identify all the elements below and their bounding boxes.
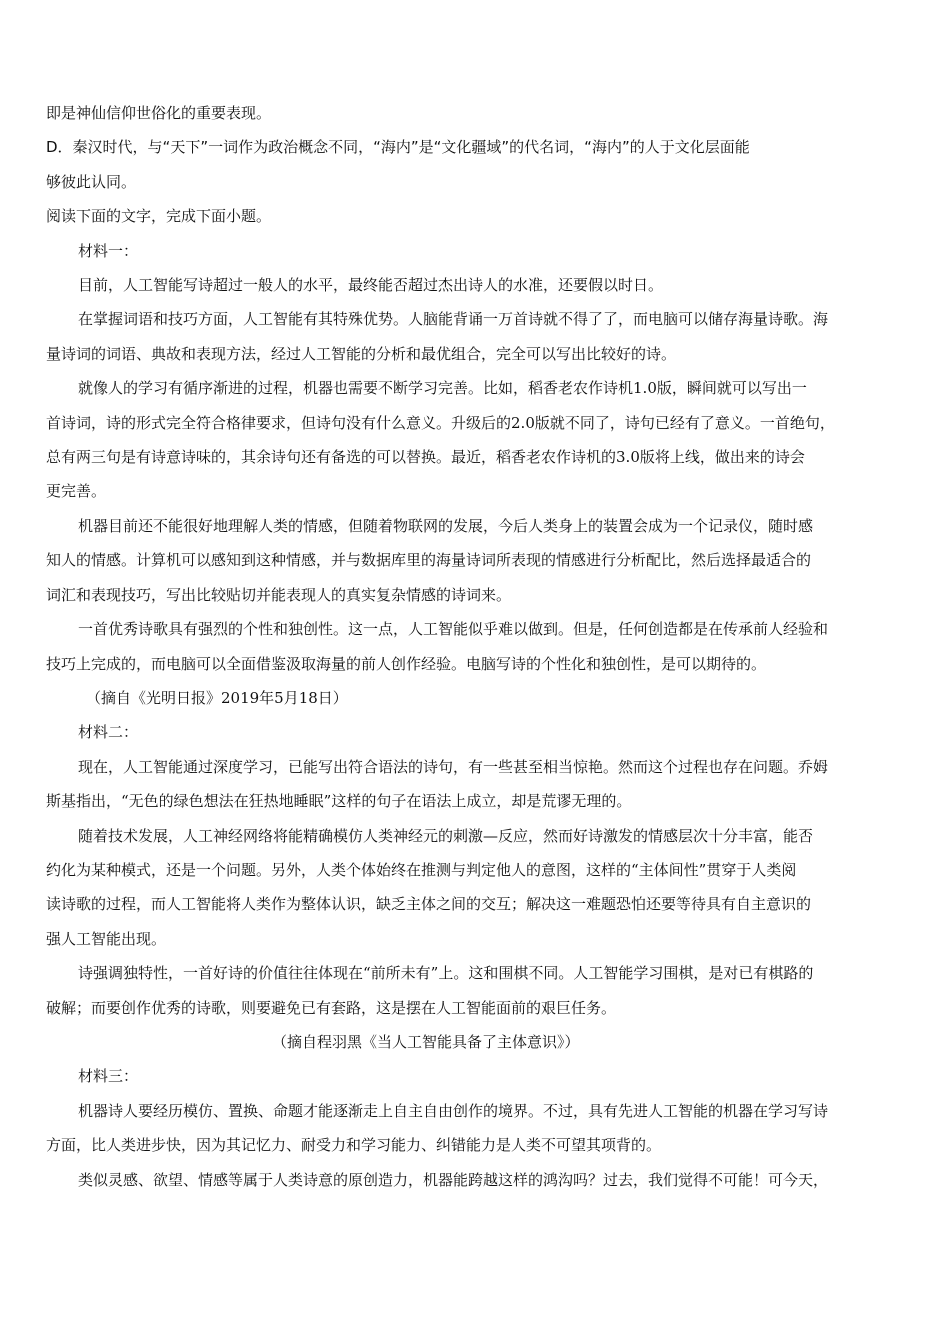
- paragraph-line: 随着技术发展，人工神经网络将能精确模仿人类神经元的刺激—反应，然而好诗激发的情感层次十分丰富，能否: [78, 826, 814, 845]
- paragraph-line: 在掌握词语和技巧方面，人工智能有其特殊优势。人脑能背诵一万首诗就不得了了，而电脑可以储存海量诗歌。海: [78, 310, 829, 329]
- source-citation: （摘自《光明日报》2019年5月18日）: [86, 688, 348, 707]
- material-heading: 材料三：: [78, 1067, 139, 1086]
- option-d: D．秦汉时代，与“天下”一词作为政治概念不同，“海内”是“文化疆域”的代名词，“海内”的人于文化层面能: [46, 138, 750, 157]
- paragraph-line: 现在，人工智能通过深度学习，已能写出符合语法的诗句，有一些甚至相当惊艳。然而这个过程也存在问题。乔姆: [78, 757, 829, 776]
- paragraph-line: 约化为某种模式，还是一个问题。另外，人类个体始终在推测与判定他人的意图，这样的“主体间性”贯穿于人类阅: [46, 860, 797, 879]
- paragraph-line: 读诗歌的过程，而人工智能将人类作为整体认识，缺乏主体之间的交互；解决这一难题恐怕还要等待具有自主意识的: [46, 895, 812, 914]
- material-heading: 材料一：: [78, 241, 139, 260]
- paragraph-line: 类似灵感、欲望、情感等属于人类诗意的原创造力，机器能跨越这样的鸿沟吗？过去，我们觉得不可能！可今天，: [78, 1170, 829, 1189]
- text-line: 够彼此认同。: [46, 172, 137, 191]
- paragraph-line: 量诗词的词语、典故和表现方法，经过人工智能的分析和最优组合，完全可以写出比较好的诗。: [46, 344, 677, 363]
- source-citation: （摘自程羽黑《当人工智能具备了主体意识》）: [272, 1032, 580, 1051]
- paragraph-line: 强人工智能出现。: [46, 929, 167, 948]
- paragraph-line: 目前，人工智能写诗超过一般人的水平，最终能否超过杰出诗人的水准，还要假以时日。: [78, 276, 664, 295]
- paragraph-line: 破解；而要创作优秀的诗歌，则要避免已有套路，这是摆在人工智能面前的艰巨任务。: [46, 998, 617, 1017]
- document-page: [46, 96, 912, 1197]
- paragraph-line: 机器目前还不能很好地理解人类的情感，但随着物联网的发展，今后人类身上的装置会成为一个记录仪，随时感: [78, 516, 814, 535]
- reading-instruction: 阅读下面的文字，完成下面小题。: [46, 207, 272, 226]
- paragraph-line: 就像人的学习有循序渐进的过程，机器也需要不断学习完善。比如，稻香老农作诗机1.0版，瞬间就可以写出一: [78, 379, 807, 398]
- text-line: 即是神仙信仰世俗化的重要表现。: [46, 104, 272, 122]
- paragraph-line: 方面，比人类进步快，因为其记忆力、耐受力和学习能力、纠错能力是人类不可望其项背的。: [46, 1136, 662, 1155]
- paragraph-line: 一首优秀诗歌具有强烈的个性和独创性。这一点，人工智能似乎难以做到。但是，任何创造都是在传承前人经验和: [78, 620, 829, 639]
- paragraph-line: 机器诗人要经历模仿、置换、命题才能逐渐走上自主自由创作的境界。不过，具有先进人工智能的机器在学习写诗: [78, 1101, 829, 1120]
- paragraph-line: 诗强调独特性，一首好诗的价值往往体现在“前所未有”上。这和围棋不同。人工智能学习围棋，是对已有棋路的: [78, 964, 814, 983]
- paragraph-line: 斯基指出，“无色的绿色想法在狂热地睡眠”这样的句子在语法上成立，却是荒谬无理的。: [46, 792, 632, 811]
- paragraph-line: 总有两三句是有诗意诗味的，其余诗句还有备选的可以替换。最近，稻香老农作诗机的3.0版将上线，做出来的诗会: [46, 448, 805, 467]
- paragraph-line: 首诗词，诗的形式完全符合格律要求，但诗句没有什么意义。升级后的2.0版就不同了，诗句已经有了意义。一首绝句，: [46, 413, 835, 432]
- paragraph-line: 技巧上完成的，而电脑可以全面借鉴汲取海量的前人创作经验。电脑写诗的个性化和独创性，是可以期待的。: [46, 654, 767, 673]
- paragraph-line: 词汇和表现技巧，写出比较贴切并能表现人的真实复杂情感的诗词来。: [46, 585, 512, 604]
- material-heading: 材料二：: [78, 723, 139, 742]
- paragraph-line: 知人的情感。计算机可以感知到这种情感，并与数据库里的海量诗词所表现的情感进行分析配比，然后选择最适合的: [46, 551, 812, 570]
- paragraph-line: 更完善。: [46, 482, 107, 501]
